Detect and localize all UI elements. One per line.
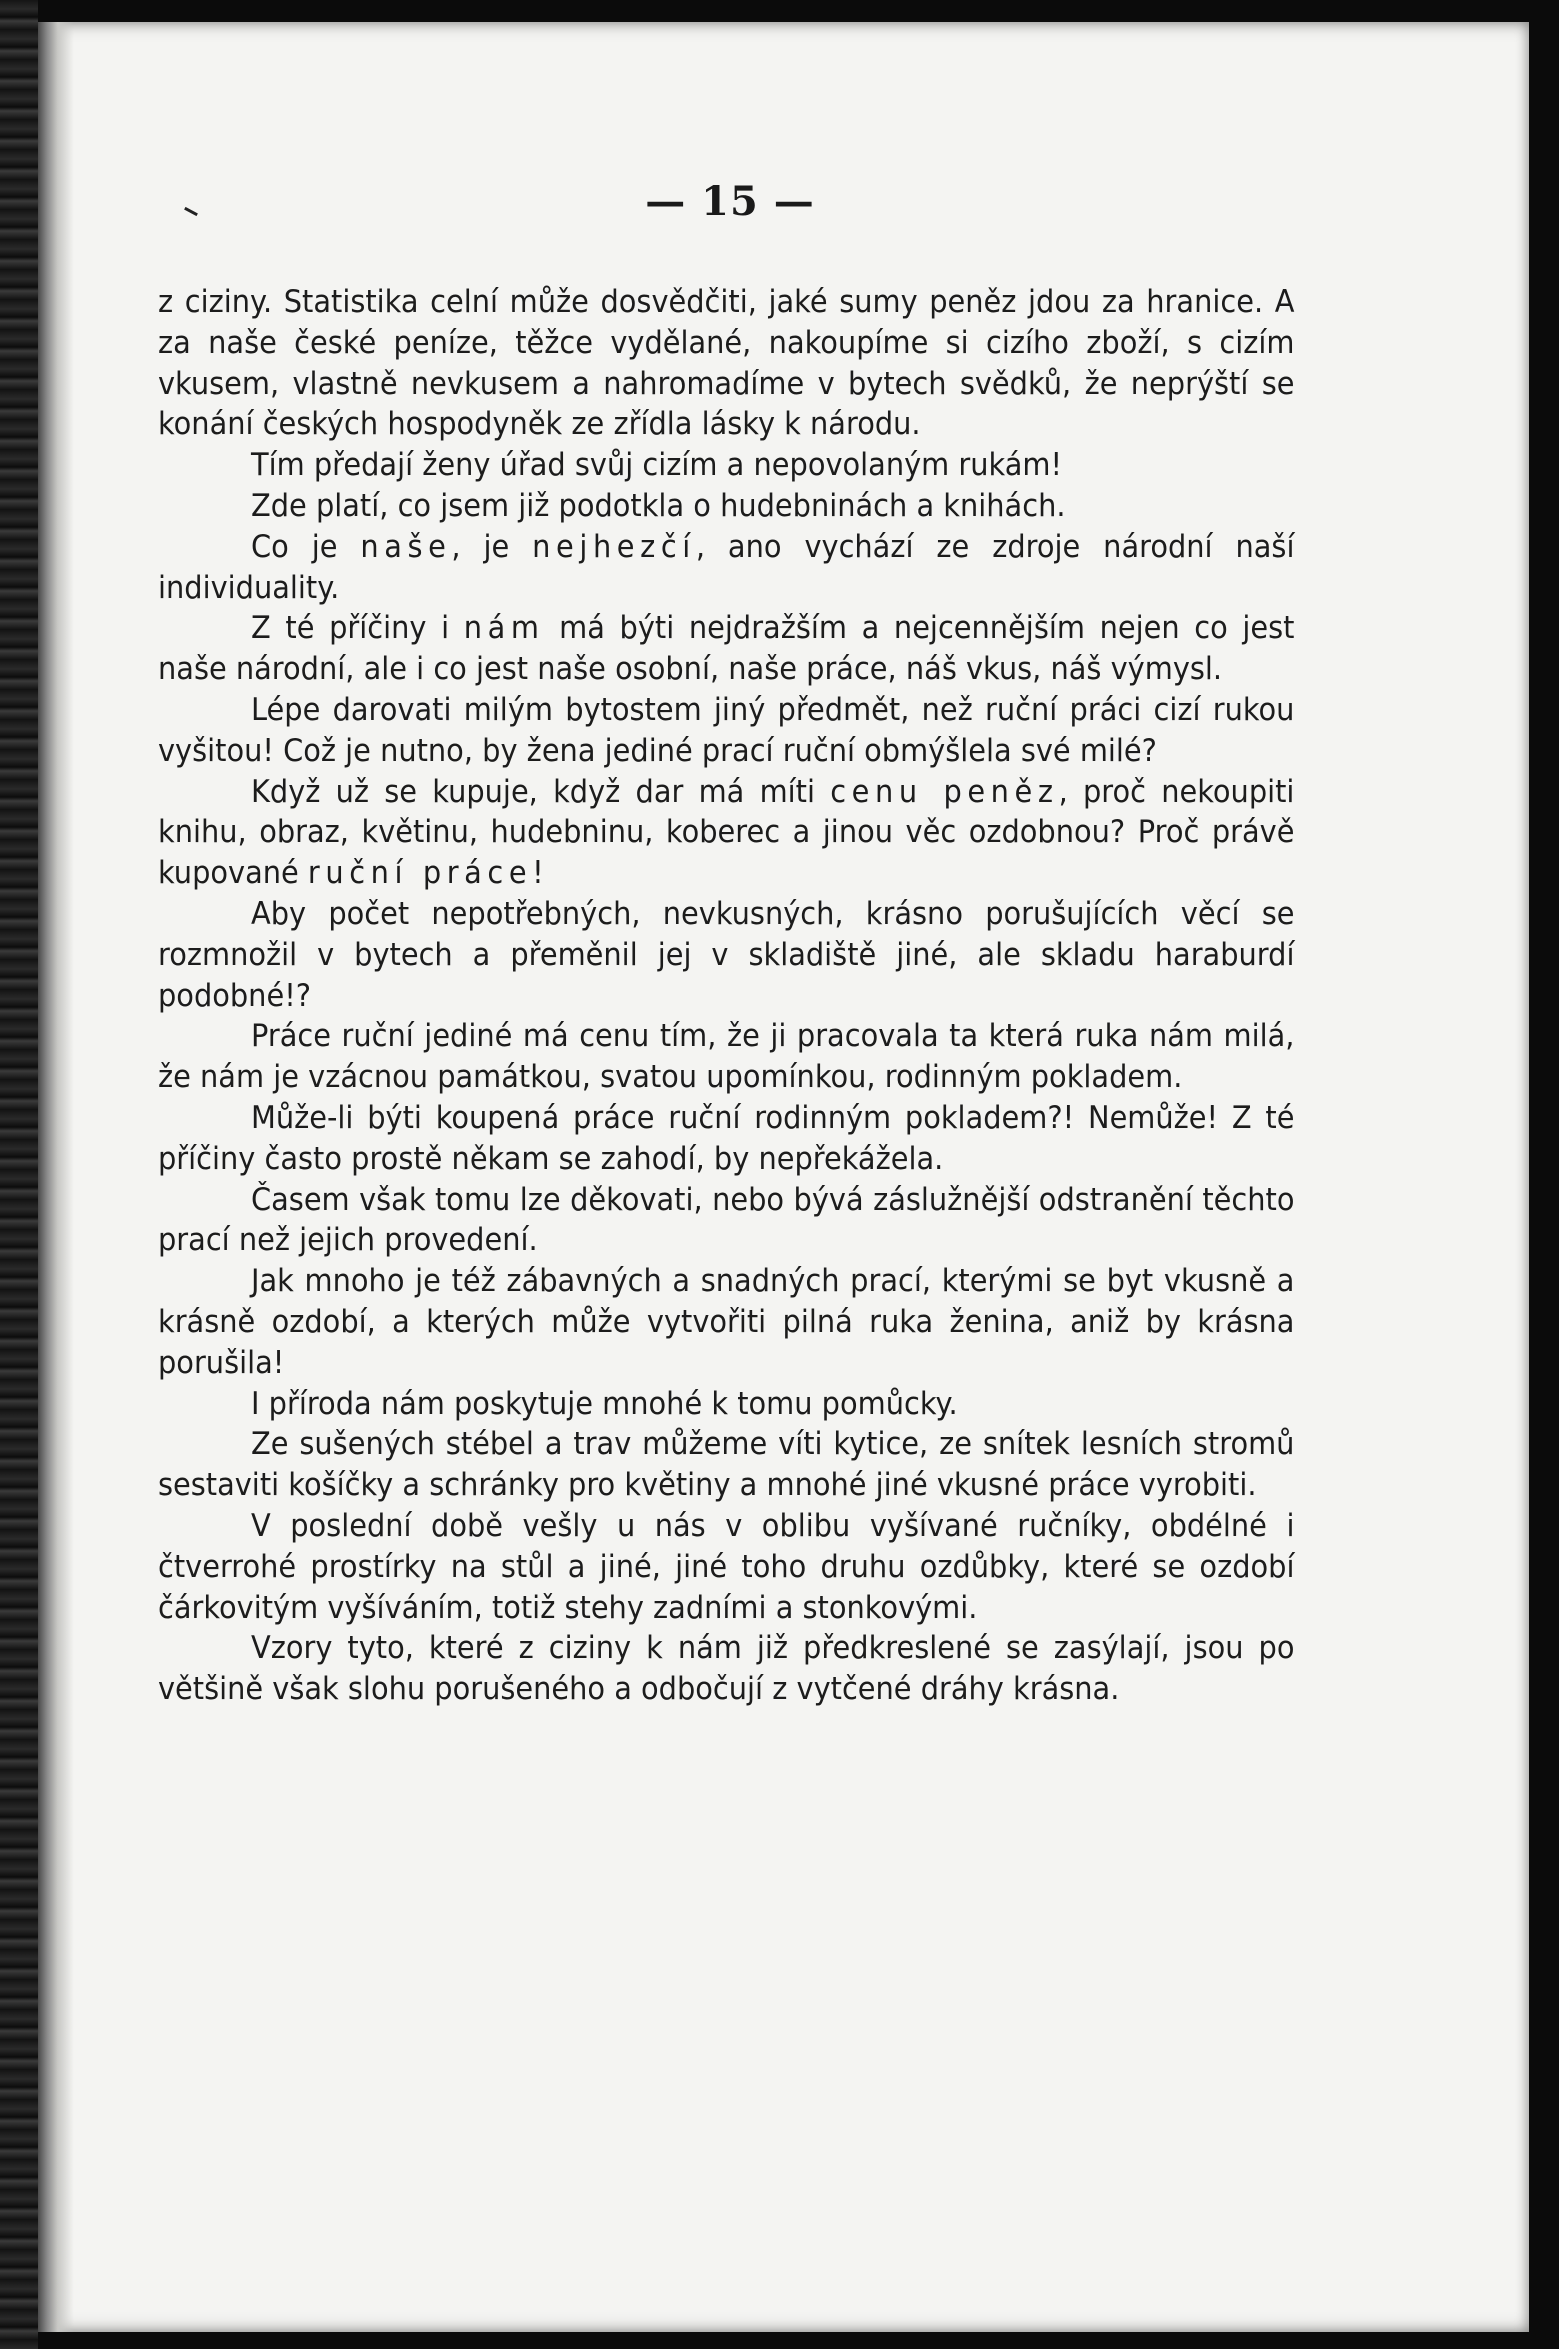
text-segment: Když už se kupuje, když dar má míti <box>251 773 831 810</box>
paragraph-p4 <box>158 527 1294 609</box>
stray-ink-mark <box>184 207 198 216</box>
paragraph-p14 <box>158 1424 1294 1506</box>
book-binding-strip <box>0 0 38 2349</box>
paragraph-p16 <box>158 1628 1294 1710</box>
page-number: — 15 — <box>645 178 815 225</box>
page-gutter-shadow <box>38 22 74 2332</box>
paragraph-p13 <box>158 1384 1294 1425</box>
text-segment: Časem však tomu lze děkovati, nebo bývá záslužnější odstranění těchto prací než jejich provedení. <box>158 1181 1295 1259</box>
text-segment: I příroda nám poskytuje mnohé k tomu pomůcky. <box>251 1385 958 1422</box>
text-segment: Lépe darovati milým bytostem jiný předmět, než ruční práci cizí rukou vyšitou! Což je nutno, by žena jediné prací ruční obmýšlela své milé? <box>158 691 1295 769</box>
paragraph-p10 <box>158 1098 1294 1180</box>
text-segment: Práce ruční jediné má cenu tím, že ji pracovala ta která ruka nám milá, že nám je vzácnou památkou, svatou upomínkou, rodinným pokladem. <box>158 1018 1295 1096</box>
text-segment: Z té příčiny i <box>251 610 464 647</box>
body-text <box>158 282 1294 1710</box>
emphasized-text: ruční práce <box>307 855 533 892</box>
paragraph-p2 <box>158 445 1294 486</box>
paragraph-p3 <box>158 486 1294 527</box>
text-segment: Aby počet nepotřebných, nevkusných, krásno porušujících věcí se rozmnožil v bytech a přeměnil jej v skladiště jiné, ale skladu haraburdí podobné!? <box>158 895 1295 1014</box>
paragraph-p15 <box>158 1506 1294 1628</box>
text-segment: Zde platí, co jsem již podotkla o hudebninách a knihách. <box>251 487 1066 524</box>
text-segment: , je <box>451 528 533 565</box>
text-segment: Jak mnoho je též zábavných a snadných prací, kterými se byt vkusně a krásně ozdobí, a kterých může vytvořiti pilná ruka ženina, aniž by krásna porušila! <box>158 1263 1295 1381</box>
paragraph-p9 <box>158 1016 1294 1098</box>
emphasized-text: cenu peněz <box>830 773 1059 810</box>
emphasized-text: naše <box>360 528 452 565</box>
text-segment: Tím předají ženy úřad svůj cizím a nepovolaným rukám! <box>251 447 1063 484</box>
paragraph-p1 <box>158 282 1294 445</box>
emphasized-text: nám <box>463 610 545 647</box>
paragraph-p11 <box>158 1180 1294 1262</box>
text-segment: Co je <box>251 528 361 565</box>
paragraph-p8 <box>158 894 1294 1016</box>
paragraph-p5 <box>158 608 1294 690</box>
emphasized-text: nejhezčí <box>532 528 696 565</box>
paragraph-p6 <box>158 690 1294 772</box>
paragraph-p12 <box>158 1261 1294 1383</box>
text-segment: má býti nejdražším a nejcennějším nejen co jest naše národní, ale i co jest naše osobní, naše práce, náš vkus, náš výmysl. <box>158 610 1295 688</box>
text-segment: , ano vychází ze zdroje národní naší individuality. <box>158 528 1295 606</box>
text-segment: z ciziny. Statistika celní může dosvědčiti, jaké sumy peněz jdou za hranice. A za naše české peníze, těžce vydělané, nakoupíme si cizího zboží, s cizím vkusem, vlastně nevkusem a nahromadíme v bytech svědků, že neprýští se konání českých hospodyněk ze zřídla lásky k národu. <box>158 284 1295 443</box>
text-segment: , proč nekoupiti knihu, obraz, květinu, hudebninu, koberec a jinou věc ozdobnou? Proč právě kupované <box>158 773 1295 892</box>
text-segment: Vzory tyto, které z ciziny k nám již předkreslené se zasýlají, jsou po většině však slohu porušeného a odbočují z vytčené dráhy krásna. <box>158 1630 1295 1708</box>
text-segment: ! <box>532 855 544 892</box>
paragraph-p7 <box>158 772 1294 894</box>
text-segment: Ze sušených stébel a trav můžeme víti kytice, ze snítek lesních stromů sestaviti košíčky a schránky pro květiny a mnohé jiné vkusné práce vyrobiti. <box>158 1426 1295 1504</box>
text-segment: Může-li býti koupená práce ruční rodinným pokladem?! Nemůže! Z té příčiny často prostě někam se zahodí, by nepřekážela. <box>158 1099 1295 1177</box>
text-segment: V poslední době vešly u nás v oblibu vyšívané ručníky, obdélné i čtverrohé prostírky na stůl a jiné, jiné toho druhu ozdůbky, které se ozdobí čárkovitým vyšíváním, totiž stehy zadními a stonkovými. <box>158 1507 1295 1626</box>
